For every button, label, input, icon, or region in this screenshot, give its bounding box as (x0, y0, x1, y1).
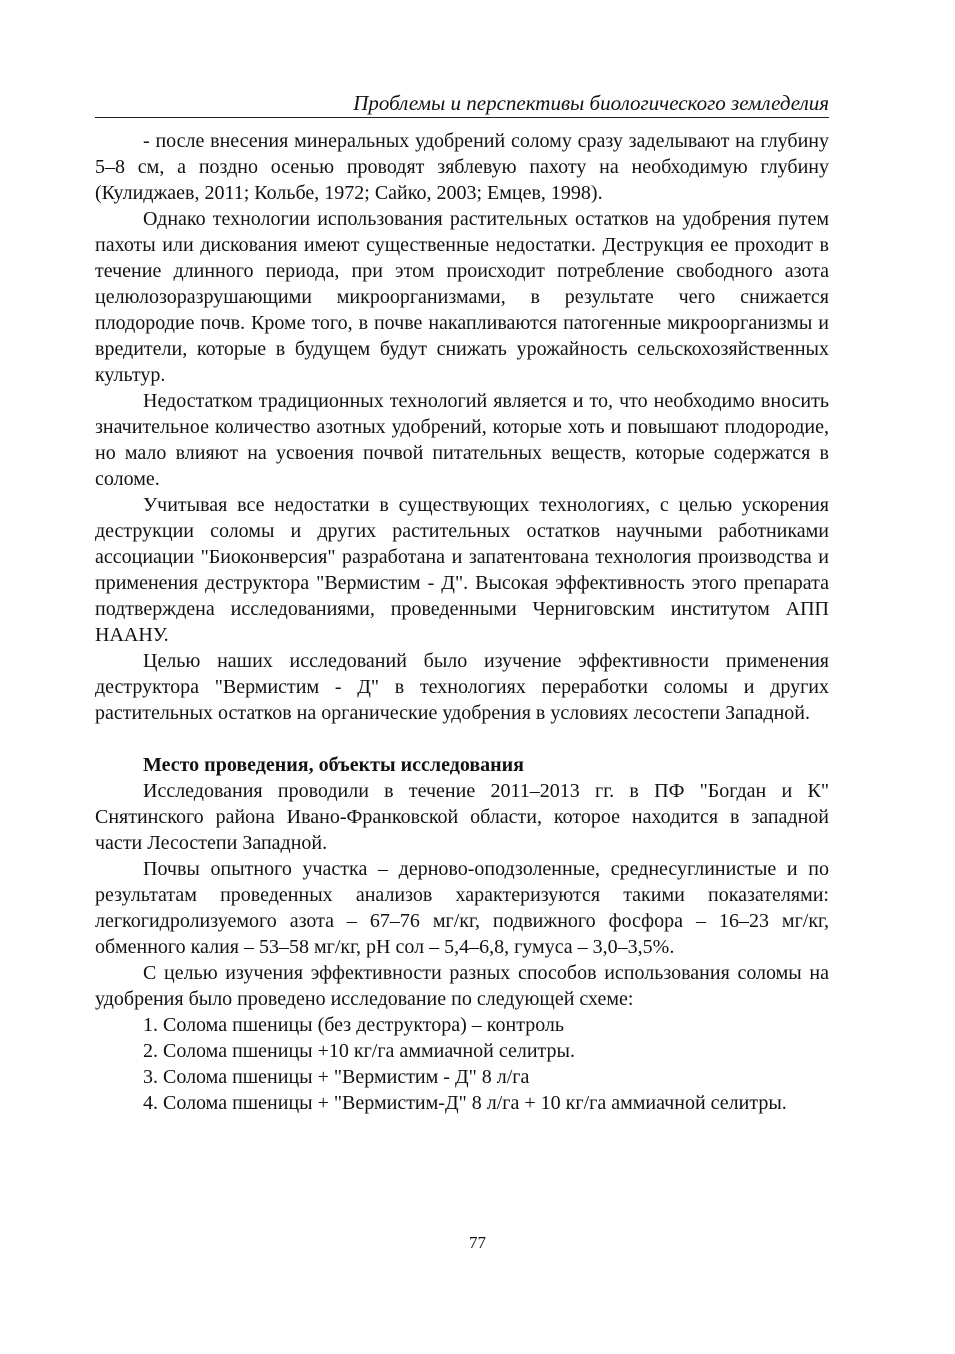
paragraph-2: Однако технологии использования растительных остатков на удобрения путем пахоты или дискования имеют существенные недостатки. Деструкция ее проходит в течение длинного периода, при этом происходит потребление свободного азота целюлозоразрушающими микроорганизмами, в результате чего снижается плодородие почв. Кроме того, в почве накапливаются патогенные микроорганизмы и вредители, которые в будущем будут снижать урожайность сельскохозяйственных культур. (95, 208, 829, 386)
running-title: Проблемы и перспективы биологического земледелия (353, 91, 829, 115)
paragraph-5: Целью наших исследований было изучение эффективности применения деструктора "Вермистим - Д" в технологиях переработки соломы и других растительных остатков на органические удобрения в условиях лесостепи Западной. (95, 650, 829, 724)
section-paragraph-2: Почвы опытного участка – дерново-оподзоленные, среднесуглинистые и по результатам проведенных анализов характеризуются такими показателями: легкогидролизуемого азота – 67–76 мг/кг, подвижного фосфора – 16–23 мг/кг, обменного калия – 53–58 мг/кг, рН сол – 5,4–6,8, гумуса – 3,0–3,5%. (95, 858, 829, 958)
page-number: 77 (469, 1233, 486, 1252)
section-paragraph-1: Исследования проводили в течение 2011–2013 гг. в ПФ "Богдан и К" Снятинского района Ивано-Франковской области, которое находится в западной части Лесостепи Западной. (95, 780, 829, 854)
running-header (95, 88, 829, 118)
paragraph-1: - после внесения минеральных удобрений солому сразу заделывают на глубину 5–8 см, а поздно осенью проводят зяблевую пахоту на необходимую глубину (Кулиджаев, 2011; Кольбе, 1972; Сайко, 2003; Емцев, 1998). (95, 130, 829, 204)
section-paragraph-3: С целью изучения эффективности разных способов использования соломы на удобрения было проведено исследование по следующей схеме: (95, 962, 829, 1010)
paragraph-4: Учитывая все недостатки в существующих технологиях, с целью ускорения деструкции соломы и других растительных остатков научными работниками ассоциации "Биоконверсия" разработана и запатентована технология производства и применения деструктора "Вермистим - Д". Высокая эффективность этого препарата подтверждена исследованиями, проведенными Черниговским институтом АПП НААНУ. (95, 494, 829, 646)
paragraph-3: Недостатком традиционных технологий является и то, что необходимо вносить значительное количество азотных удобрений, которые хоть и повышают плодородие, но мало влияют на усвоения почвой питательных веществ, которые содержатся в соломе. (95, 390, 829, 490)
section-heading: Место проведения, объекты исследования (143, 754, 524, 776)
scheme-item-4: 4. Солома пшеницы + "Вермистим-Д" 8 л/га + 10 кг/га аммиачной селитры. (143, 1092, 787, 1114)
page-body (95, 128, 829, 1116)
scheme-item-3: 3. Солома пшеницы + "Вермистим - Д" 8 л/га (143, 1066, 530, 1088)
scheme-item-1: 1. Солома пшеницы (без деструктора) – контроль (143, 1014, 565, 1036)
scheme-item-2: 2. Солома пшеницы +10 кг/га аммиачной селитры. (143, 1040, 575, 1062)
